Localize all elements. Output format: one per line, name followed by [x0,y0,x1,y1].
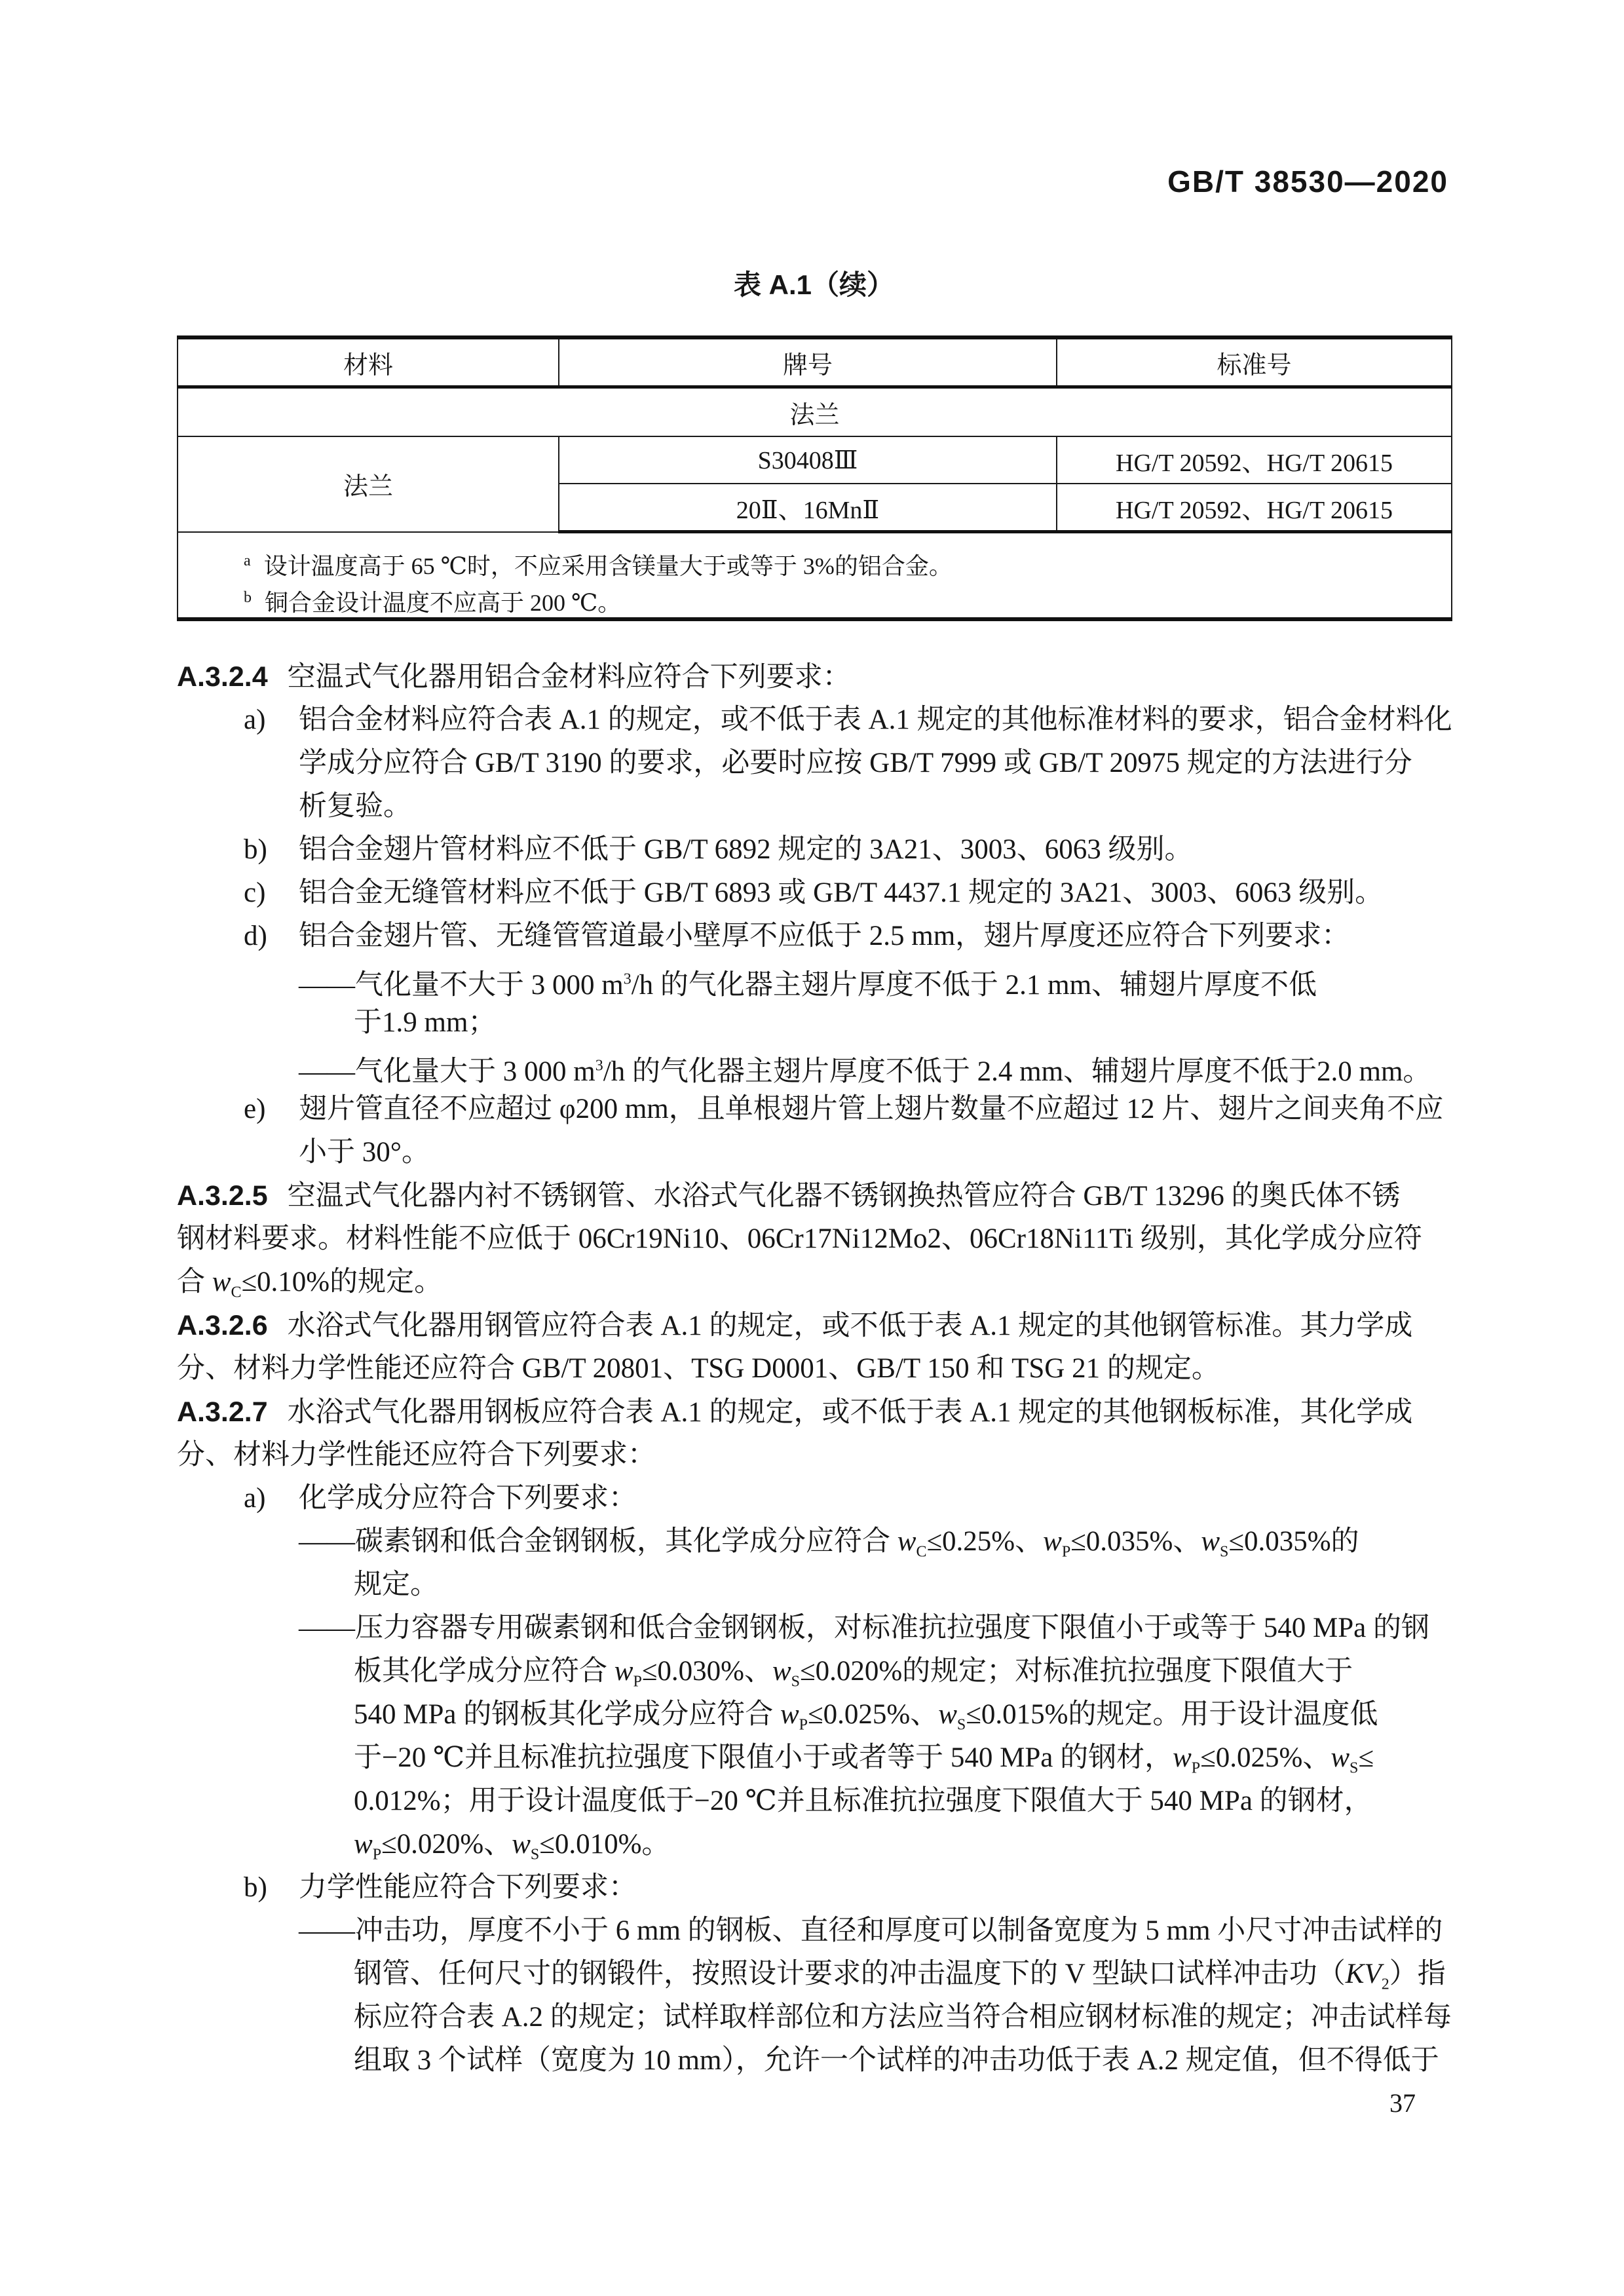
dash-item-text: 540 MPa 的钢板其化学成分应符合 $w_P\le 0.025\%$、$w_S\le 0.015\%$的规定。用于设计温度低 [354,1699,1378,1734]
clause-continuation [177,1217,1451,1261]
clause-text: 空温式气化器用铝合金材料应符合下列要求： [287,662,851,693]
standard-code-header: GB/T 38530—2020 [1167,164,1448,199]
list-item-text: 铝合金翅片管、无缝管管道最小壁厚不应低于 2.5 mm，翅片厚度还应符合下列要求： [299,921,1350,951]
list-item-a [177,698,1451,742]
dash-item-continuation [177,1693,1451,1736]
page-number: 37 [1389,2088,1416,2118]
dash-item-text: 标应符合表 A.2 的规定；试样取样部位和方法应当符合相应钢材标准的规定；冲击试样每 [354,2002,1452,2033]
clause-text: 分、材料力学性能还应符合 GB/T 20801、TSG D0001、GB/T 150 和 TSG 21 的规定。 [177,1353,1220,1384]
list-item-continuation [177,785,1451,828]
dash-item-text: ——气化量大于 3 000 $m^3/h$ 的气化器主翅片厚度不低于 2.4 mm、辅翅片厚度不低于2.0 mm。 [299,1056,1431,1088]
cell-material: 法兰 [178,436,559,532]
dash-item-text: 规定。 [354,1569,438,1600]
dash-item [177,1044,1451,1088]
clause-text: 水浴式气化器用钢板应符合表 A.1 的规定，或不低于表 A.1 规定的其他钢板标准，其化学成 [287,1397,1413,1428]
cell-standard: HG/T 20592、HG/T 20615 [1057,436,1452,484]
list-item-c [177,871,1451,915]
list-item-label: d) [244,921,267,951]
clause-A327 [177,1390,1451,1434]
dash-item-continuation [177,2039,1451,2082]
dash-item-text: 板其化学成分应符合 $w_P\le 0.030\%$、$w_S\le 0.020\%$的规定；对标准抗拉强度下限值大于 [354,1656,1353,1691]
dash-item-text: ——冲击功，厚度不小于 6 mm 的钢板、直径和厚度可以制备宽度为 5 mm 小尺寸冲击试样的 [299,1915,1443,1946]
dash-item-text: 组取 3 个试样（宽度为 10 mm），允许一个试样的冲击功低于表 A.2 规定值，但不得低于 [354,2045,1439,2076]
dash-item-text: ——碳素钢和低合金钢钢板，其化学成分应符合 $w_C\le 0.25\%$、$w_P\le 0.035\%$、$w_S\le 0.035\%$的 [299,1526,1359,1561]
dash-item [177,1909,1451,1953]
dash-item [177,1607,1451,1650]
list-item-b [177,828,1451,871]
clause-text: 钢材料要求。材料性能不应低于 06Cr19Ni10、06Cr17Ni12Mo2、06Cr18Ni11Ti 级别，其化学成分应符 [177,1223,1422,1254]
dash-item-text: ——压力容器专用碳素钢和低合金钢钢板，对标准抗拉强度下限值小于或等于 540 MPa 的钢 [299,1613,1429,1643]
list-item-continuation [177,742,1451,785]
clause-number: A.3.2.6 [177,1310,268,1341]
clause-continuation [177,1261,1451,1304]
list-item-label: c) [244,877,266,908]
table-title: 表 A.1（续） [733,269,895,300]
dash-item-continuation [177,1650,1451,1693]
list-item-text: 小于 30°。 [299,1137,430,1168]
footnote-b [178,579,1451,616]
list-item-label: a) [244,1483,266,1514]
clause-text: 空温式气化器内衬不锈钢管、水浴式气化器不锈钢换热管应符合 GB/T 13296 的奥氏体不锈 [287,1181,1401,1212]
clause-A324 [177,655,1451,698]
dash-item-continuation [177,1736,1451,1780]
clause-text: 合 $w_C\le 0.10\%$的规定。 [177,1267,443,1301]
list-item-text: 铝合金翅片管材料应不低于 GB/T 6892 规定的 3A21、3003、6063 级别。 [299,834,1193,865]
dash-item [177,1520,1451,1563]
column-header-standard: 标准号 [1057,337,1452,387]
dash-item-text: $w_P\le 0.020\%$、$w_S\le 0.010\%$。 [354,1829,670,1864]
table-row [178,436,1452,484]
clause-continuation [177,1347,1451,1390]
dash-item-text: ——气化量不大于 3 000 $m^3/h$ 的气化器主翅片厚度不低于 2.1 mm、辅翅片厚度不低 [299,970,1317,1001]
dash-item-text: 于−20 ℃并且标准抗拉强度下限值小于或者等于 540 MPa 的钢材，$w_P\le 0.025\%$、$w_S\le$ [354,1742,1374,1777]
list-item-e [177,1088,1451,1131]
clause-continuation [177,1434,1451,1477]
column-header-material: 材料 [178,337,559,387]
list-item-text: 力学性能应符合下列要求： [299,1872,637,1903]
list-item-continuation [177,1131,1451,1174]
dash-item [177,958,1451,1001]
list-item-label: b) [244,834,267,865]
group-row-label: 法兰 [178,387,1452,437]
cell-standard: HG/T 20592、HG/T 20615 [1057,484,1452,532]
column-header-grade: 牌号 [559,337,1057,387]
list-item-a2 [177,1477,1451,1520]
cell-grade: 20Ⅱ、16MnⅡ [559,484,1057,532]
clause-number: A.3.2.5 [177,1180,268,1212]
dash-item-continuation [177,1823,1451,1866]
dash-item-continuation [177,1780,1451,1823]
clause-A325 [177,1174,1451,1217]
dash-item-text: 0.012%；用于设计温度低于−20 ℃并且标准抗拉强度下限值大于 540 MPa 的钢材， [354,1786,1372,1816]
list-item-label: e) [244,1094,266,1124]
clause-text: 分、材料力学性能还应符合下列要求： [177,1440,656,1470]
list-item-text: 化学成分应符合下列要求： [299,1483,637,1514]
list-item-text: 铝合金材料应符合表 A.1 的规定，或不低于表 A.1 规定的其他标准材料的要求，铝合金材料化 [299,704,1452,735]
dash-item-continuation [177,1001,1451,1044]
footnote-text: 设计温度高于 65 ℃时，不应采用含镁量大于或等于 3%的铝合金。 [263,553,953,579]
list-item-b2 [177,1866,1451,1909]
list-item-label: b) [244,1872,267,1903]
dash-item-continuation [177,1563,1451,1607]
list-item-d [177,915,1451,958]
table-footnotes-row [178,532,1452,620]
footnote-text: 铜合金设计温度不应高于 200 ℃。 [265,590,622,616]
clause-A326 [177,1304,1451,1347]
table-group-row [178,387,1452,437]
table-a1-continued [177,335,1452,621]
clause-text: 水浴式气化器用钢管应符合表 A.1 的规定，或不低于表 A.1 规定的其他钢管标准。其力学成 [287,1311,1413,1341]
clause-number: A.3.2.7 [177,1396,268,1428]
list-item-text: 学成分应符合 GB/T 3190 的要求，必要时应按 GB/T 7999 或 GB/T 20975 规定的方法进行分 [299,748,1412,778]
list-item-label: a) [244,704,266,735]
list-item-text: 析复验。 [299,791,411,822]
list-item-text: 翅片管直径不应超过 φ200 mm，且单根翅片管上翅片数量不应超过 12 片、翅片之间夹角不应 [299,1094,1444,1124]
dash-item-text: 钢管、任何尺寸的钢锻件，按照设计要求的冲击温度下的 V 型缺口试样冲击功$(KV_2)$指 [354,1959,1446,1993]
dash-item-continuation [177,1953,1451,1996]
table-footnotes-cell [178,532,1452,620]
footnote-a [178,543,1451,579]
table-header-row [178,337,1452,387]
body-text [177,655,1451,2082]
footnote-marker: a [244,552,251,569]
footnote-marker: b [244,589,252,606]
dash-item-continuation [177,1996,1451,2039]
cell-grade: S30408Ⅲ [559,436,1057,484]
dash-item-text: 于1.9 mm； [354,1007,497,1038]
clause-number: A.3.2.4 [177,661,268,693]
list-item-text: 铝合金无缝管材料应不低于 GB/T 6893 或 GB/T 4437.1 规定的 3A21、3003、6063 级别。 [299,877,1384,908]
